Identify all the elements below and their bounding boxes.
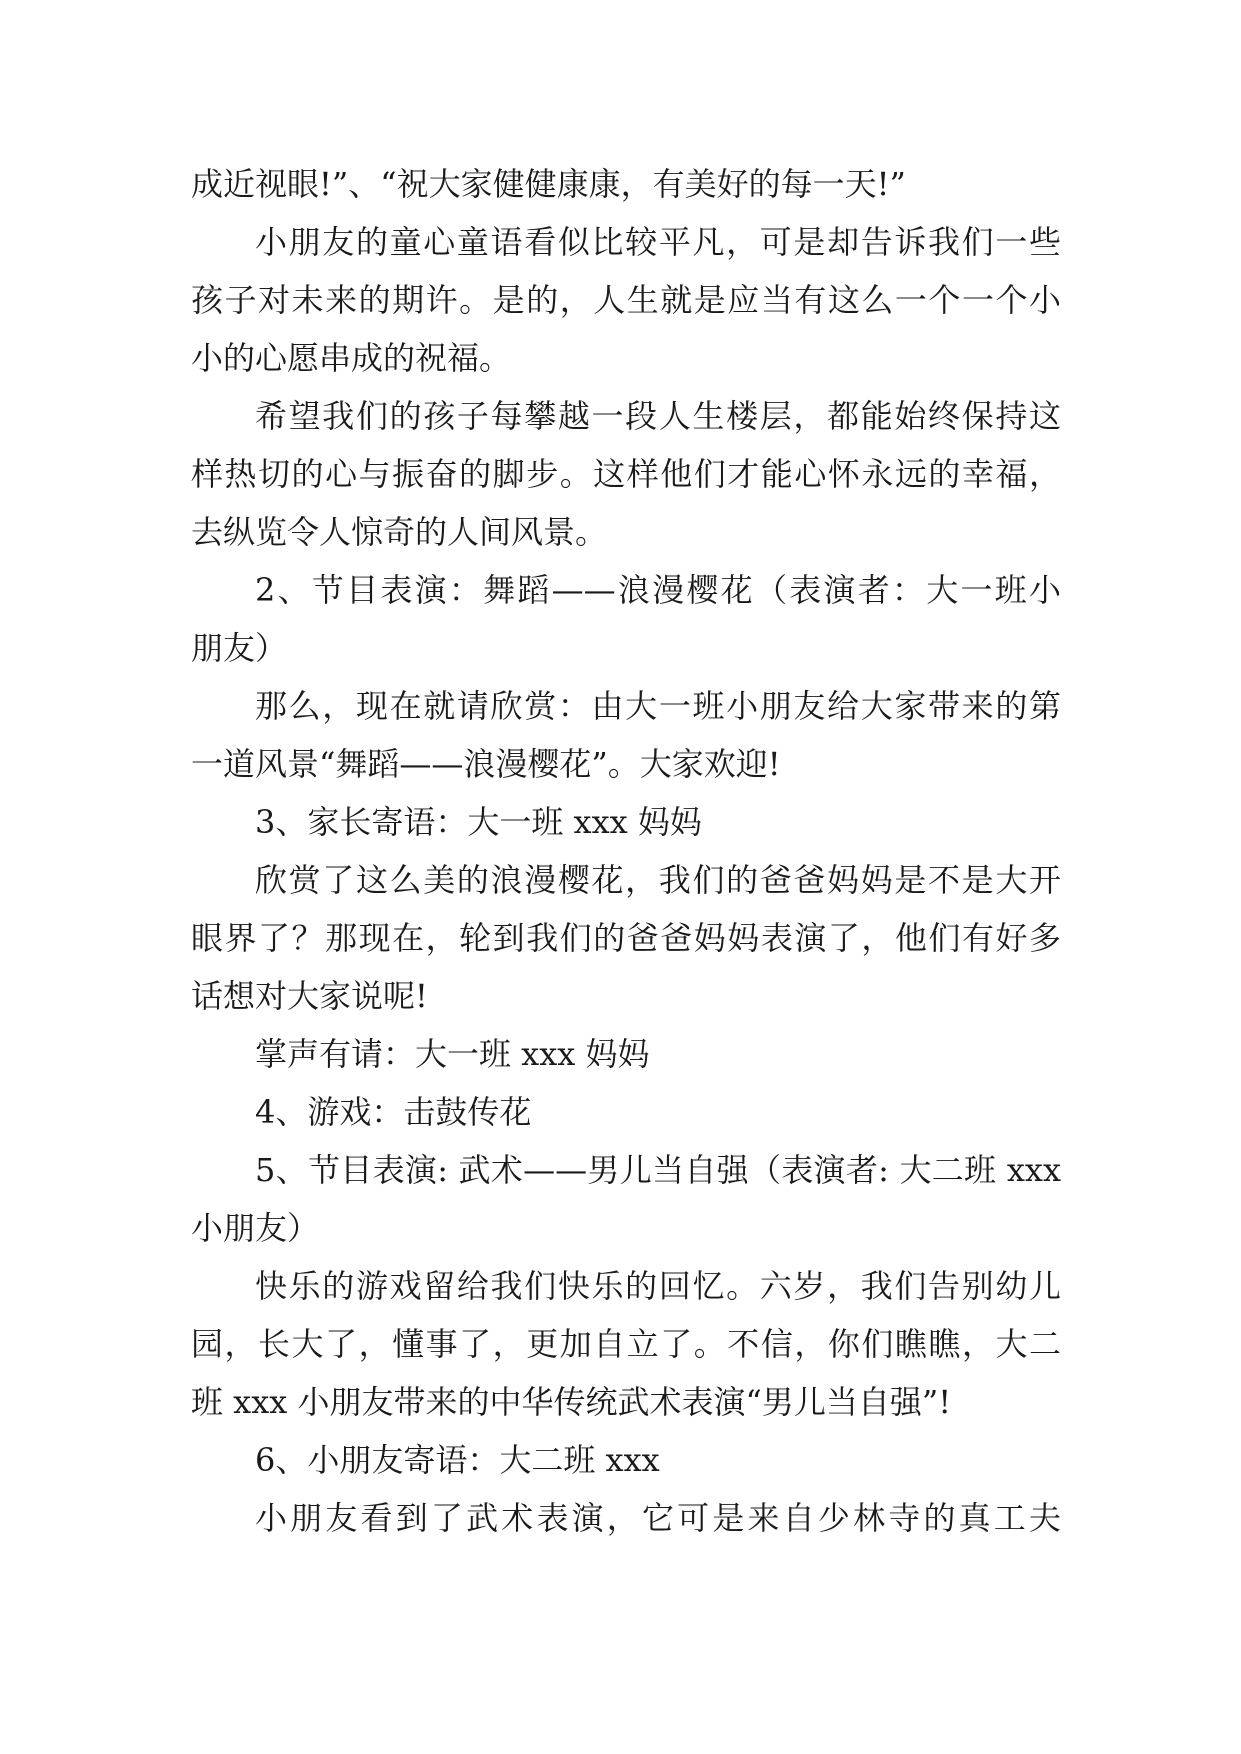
text-line: 3、家长寄语：大一班 xxx 妈妈 xyxy=(255,803,702,841)
text-line: 欣赏了这么美的浪漫樱花，我们的爸爸妈妈是不是大开 xyxy=(255,861,1061,899)
text-line: 掌声有请：大一班 xxx 妈妈 xyxy=(255,1035,650,1073)
text-line: 小朋友看到了武术表演，它可是来自少林寺的真工夫 xyxy=(255,1499,1061,1537)
text-line: 2、节目表演：舞蹈——浪漫樱花（表演者：大一班小 xyxy=(255,571,1061,609)
text-line: 班 xxx 小朋友带来的中华传统武术表演“男儿当自强”! xyxy=(191,1383,952,1421)
text-line: 一道风景“舞蹈——浪漫樱花”。大家欢迎! xyxy=(191,745,781,783)
text-line: 样热切的心与振奋的脚步。这样他们才能心怀永远的幸福， xyxy=(191,455,1061,493)
text-line: 希望我们的孩子每攀越一段人生楼层，都能始终保持这 xyxy=(255,397,1061,435)
text-line: 6、小朋友寄语：大二班 xxx xyxy=(255,1441,660,1479)
text-line: 那么，现在就请欣赏：由大一班小朋友给大家带来的第 xyxy=(255,687,1061,725)
text-line: 4、游戏：击鼓传花 xyxy=(255,1093,532,1131)
text-line: 去纵览令人惊奇的人间风景。 xyxy=(191,513,608,551)
text-line: 小的心愿串成的祝福。 xyxy=(191,339,512,377)
text-line: 成近视眼!”、“祝大家健健康康，有美好的每一天!” xyxy=(191,165,906,203)
text-line: 朋友） xyxy=(191,629,288,667)
text-line: 小朋友的童心童语看似比较平凡，可是却告诉我们一些 xyxy=(255,223,1061,261)
text-line: 话想对大家说呢! xyxy=(191,977,428,1015)
text-line: 眼界了？那现在，轮到我们的爸爸妈妈表演了，他们有好多 xyxy=(191,919,1061,957)
text-line: 园，长大了，懂事了，更加自立了。不信，你们瞧瞧，大二 xyxy=(191,1325,1061,1363)
text-line: 快乐的游戏留给我们快乐的回忆。六岁，我们告别幼儿 xyxy=(255,1267,1061,1305)
text-line: 5、节目表演: 武术——男儿当自强（表演者: 大二班 xxx xyxy=(255,1151,1061,1189)
text-line: 孩子对未来的期许。是的，人生就是应当有这么一个一个小 xyxy=(191,281,1061,319)
text-line: 小朋友） xyxy=(191,1209,320,1247)
body-text xyxy=(191,155,1061,1547)
